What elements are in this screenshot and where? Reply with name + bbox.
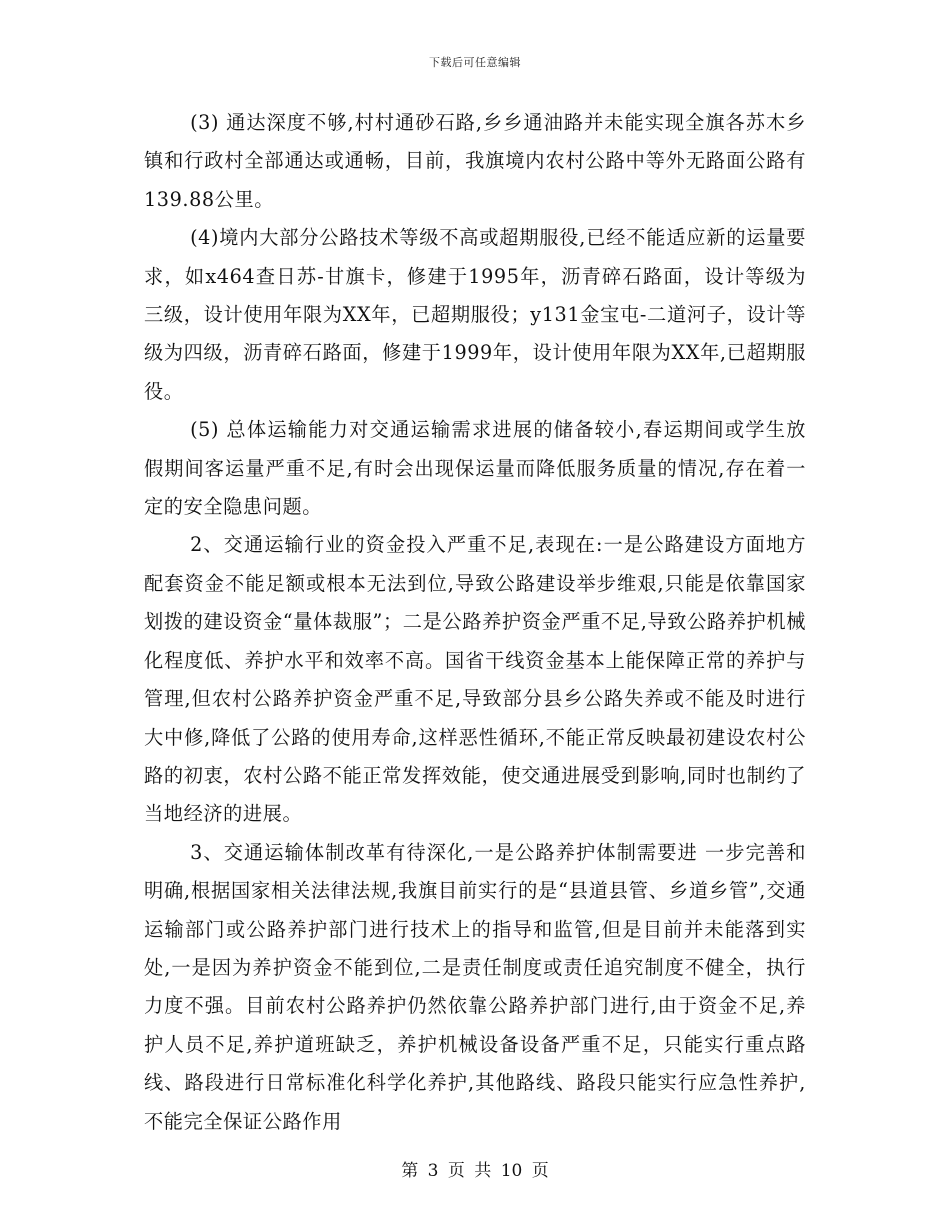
paragraph-reform: 3、交通运输体制改革有待深化,一是公路养护体制需要进 一步完善和明确,根据国家相关法律法规,我旗目前实行的是“县道县管、乡道乡管”,交通运输部门或公路养护部门进行技术上的指导和监管,但是目前并未能落到实处,一是因为养护资金不能到位,二是责任制度或责任追究制度不健全，执行力度不强。目前农村公路养护仍然依靠公路养护部门进行,由于资金不足,养护人员不足,养护道班缺乏，养护机械设备设备严重不足，只能实行重点路线、路段进行日常标准化科学化养护,其他路线、路段只能实行应急性养护,不能完全保证公路作用: [144, 840, 806, 1133]
page-header: 下载后可任意编辑: [429, 56, 521, 69]
paragraph-transport-capacity: (5) 总体运输能力对交通运输需求进展的储备较小,春运期间或学生放假期间客运量严重不足,有时会出现保运量而降低服务质量的情况,存在着一定的安全隐患问题。: [144, 418, 806, 519]
page-number-footer: 第 3 页 共 10 页: [401, 1161, 549, 1181]
paragraph-funding: 2、交通运输行业的资金投入严重不足,表现在:一是公路建设方面地方配套资金不能足额或根本无法到位,导致公路建设举步维艰,只能是依靠国家划拨的建设资金“量体裁服”；二是公路养护资金严重不足,导致公路养护机械化程度低、养护水平和效率不高。国省干线资金基本上能保障正常的养护与管理,但农村公路养护资金严重不足,导致部分县乡公路失养或不能及时进行大中修,降低了公路的使用寿命,这样恶性循环,不能正常反映最初建设农村公路的初衷，农村公路不能正常发挥效能，使交通进展受到影响,同时也制约了当地经济的进展。: [144, 533, 806, 826]
paragraph-road-grade: (4)境内大部分公路技术等级不高或超期服役,已经不能适应新的运量要求，如x464查日苏-甘旗卡，修建于1995年，沥青碎石路面，设计等级为三级，设计使用年限为XX年，已超期服役；y131金宝屯-二道河子，设计等级为四级，沥青碎石路面，修建于1999年，设计使用年限为XX年,已超期服役。: [144, 226, 806, 403]
paragraph-road-access: (3) 通达深度不够,村村通砂石路,乡乡通油路并未能实现全旗各苏木乡镇和行政村全部通达或通畅，目前，我旗境内农村公路中等外无路面公路有139.88公里。: [144, 111, 806, 211]
document-body: [144, 104, 806, 1141]
